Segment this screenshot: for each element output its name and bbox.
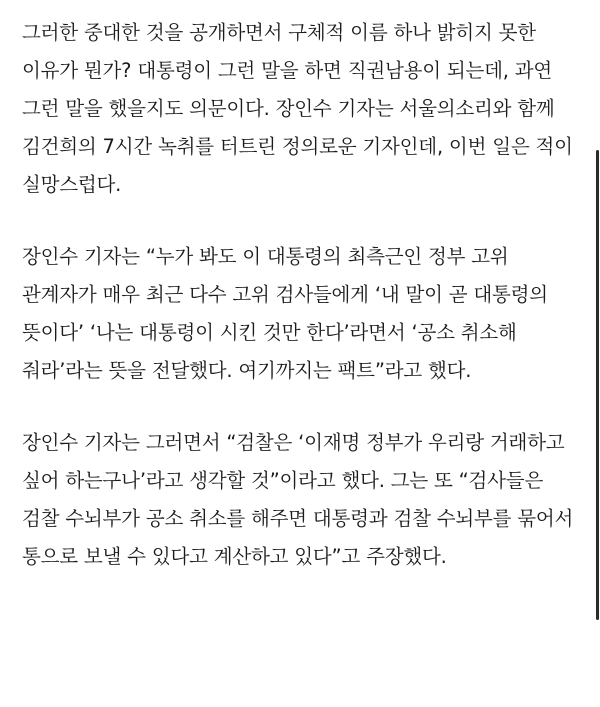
paragraph-3: 장인수 기자는 그러면서 “검찰은 ‘이재명 정부가 우리랑 거래하고 싶어 하는구나’라고 생각할 것”이라고 했다. 그는 또 “검사들은 검찰 수뇌부가 공소 취소를 해주면 대통령과 검찰 수뇌부를 묶어서 통으로 보낼 수 있다고 계산하고 있다”고 주장했다. bbox=[22, 431, 574, 568]
scrollbar-thumb[interactable] bbox=[596, 150, 599, 620]
vertical-scrollbar[interactable] bbox=[595, 0, 600, 707]
paragraph-2: 장인수 기자는 “누가 봐도 이 대통령의 최측근인 정부 고위 관계자가 매우 최근 다수 고위 검사들에게 ‘내 말이 곧 대통령의 뜻이다’ ‘나는 대통령이 시킨 것만 한다’라면서 ‘공소 취소해 줘라’라는 뜻을 전달했다. 여기까지는 팩트”라고 했다. bbox=[22, 245, 548, 382]
paragraph-1: 그러한 중대한 것을 공개하면서 구체적 이름 하나 밝히지 못한 이유가 뭔가? 대통령이 그런 말을 하면 직권남용이 되는데, 과연 그런 말을 했을지도 의문이다. 장인수 기자는 서울의소리와 함께 김건희의 7시간 녹취를 터트린 정의로운 기자인데, 이번 일은 적이 실망스럽다. bbox=[22, 21, 573, 196]
